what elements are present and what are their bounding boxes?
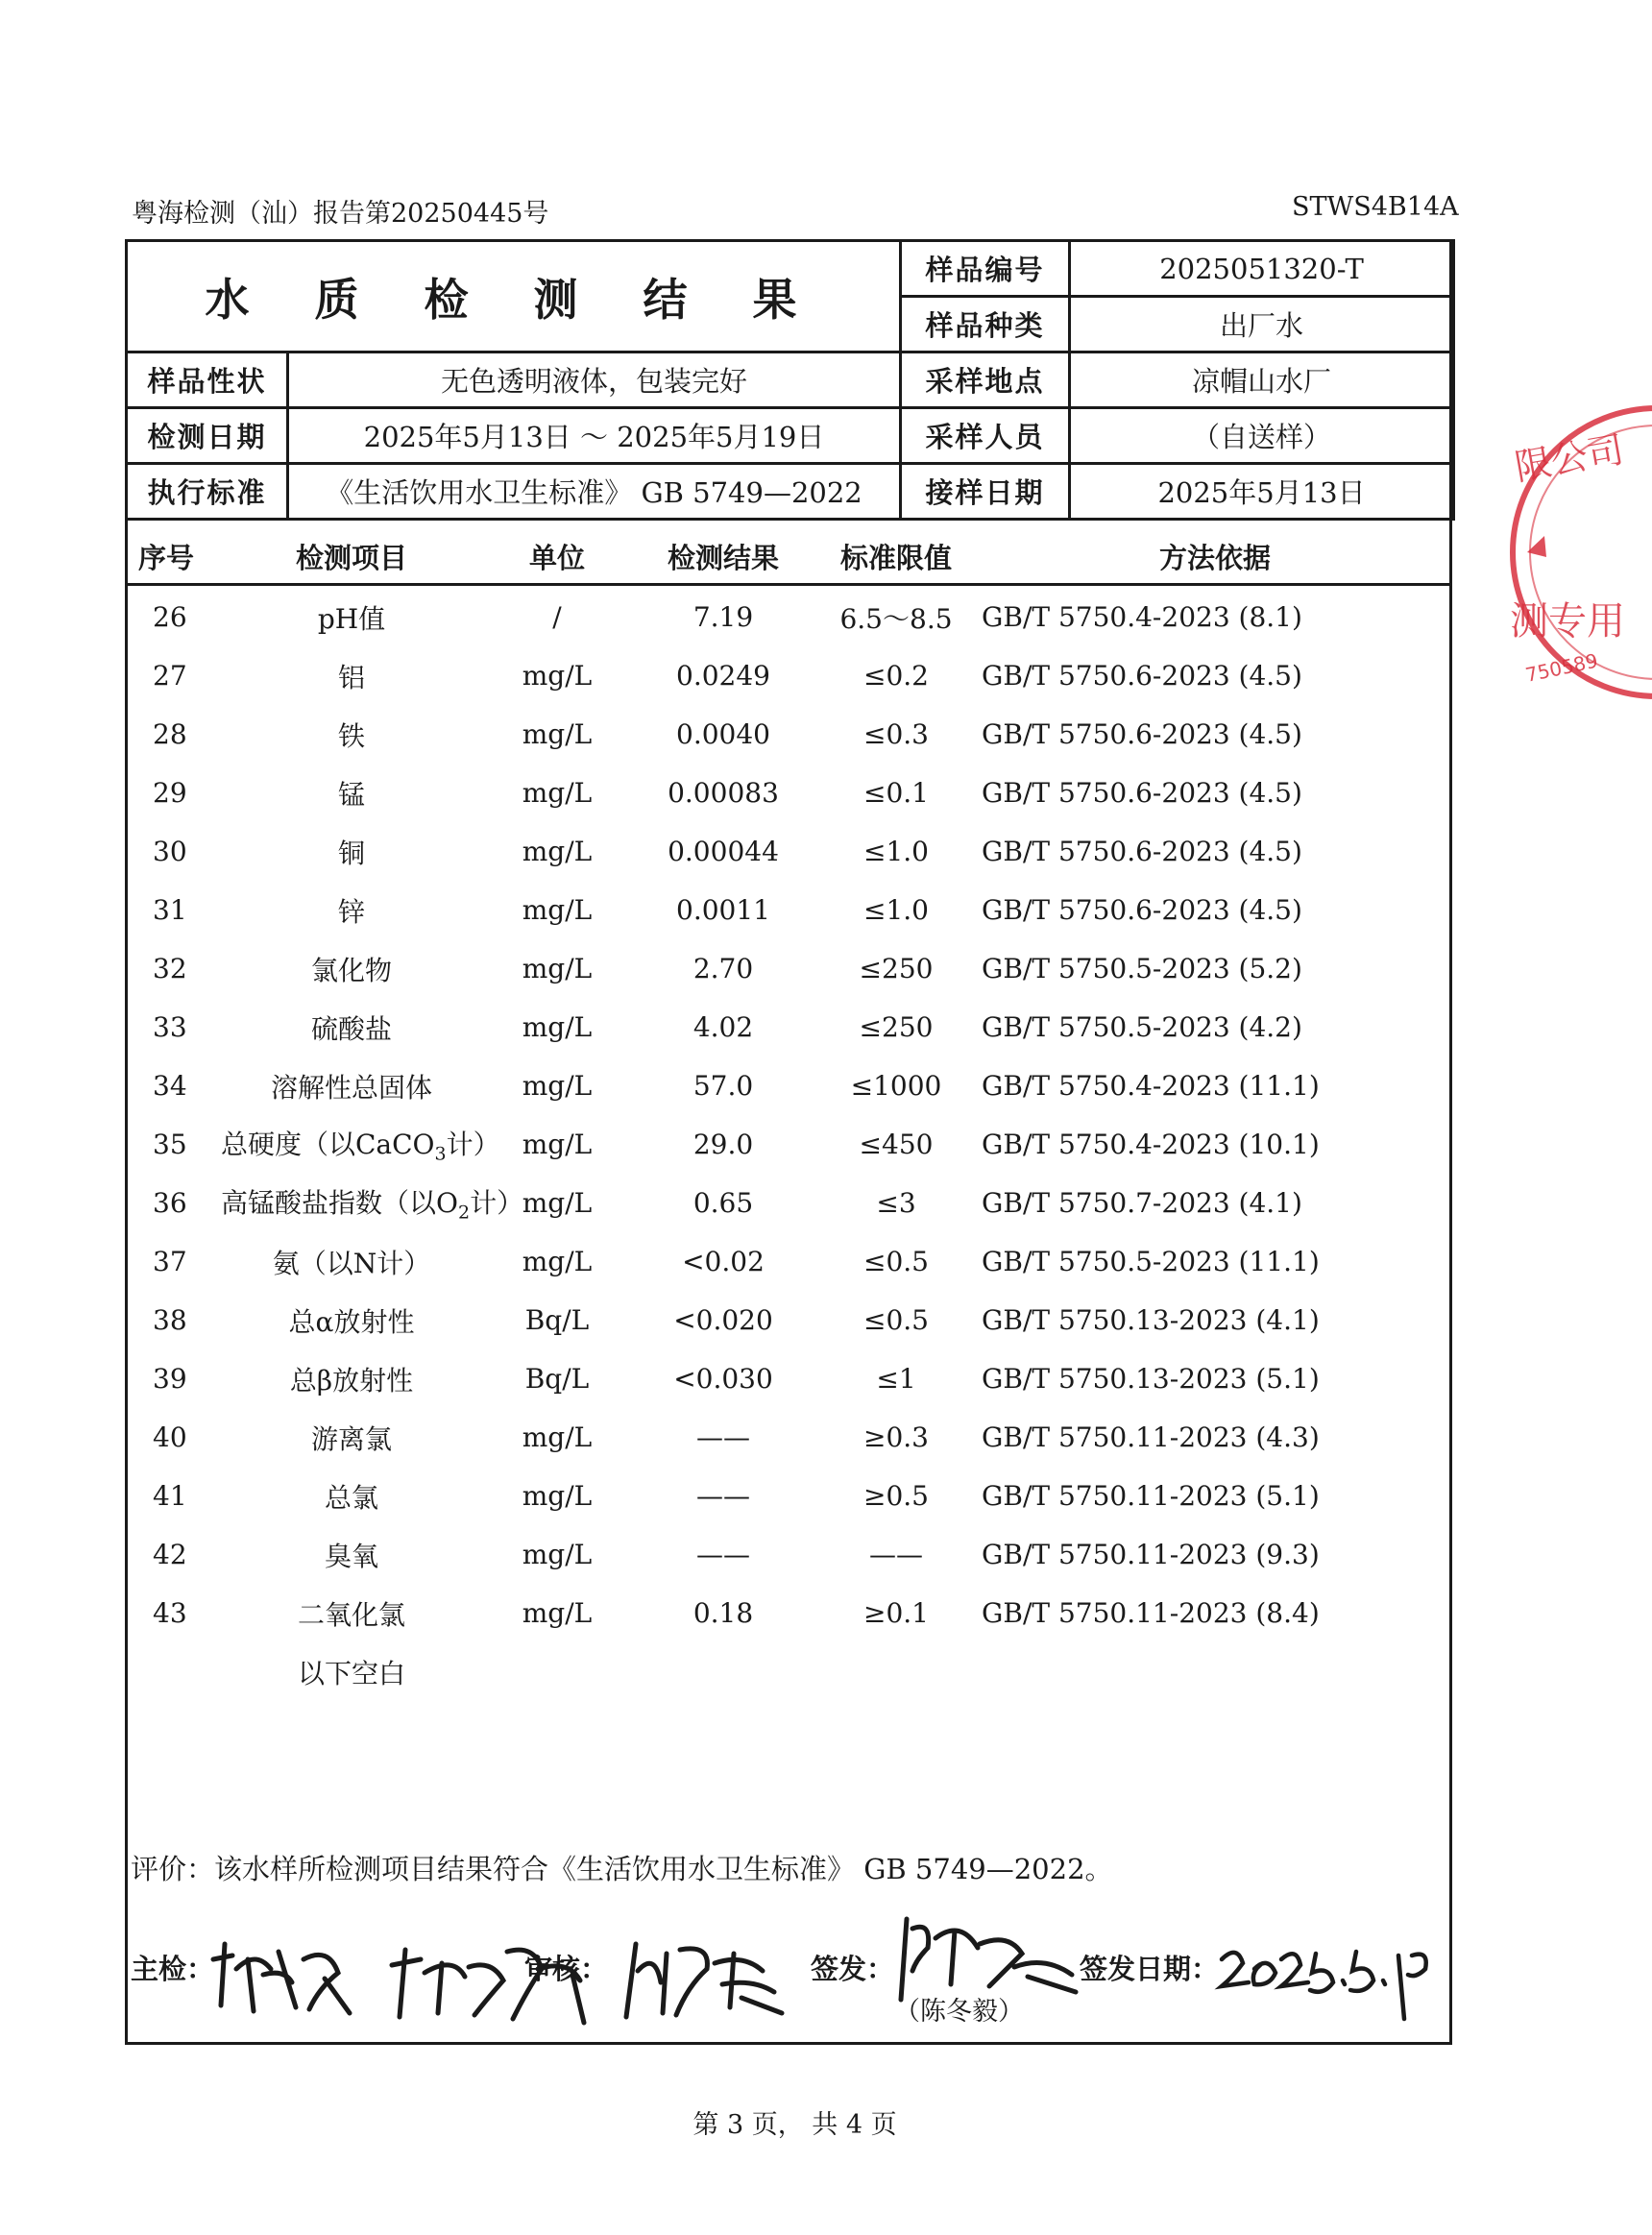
row-limit: ≤0.3 [863, 718, 929, 750]
row-unit: mg/L [522, 777, 593, 809]
row-item: 游离氯 [310, 1422, 392, 1455]
row-seq: 34 [153, 1070, 187, 1102]
row-seq: 33 [153, 1011, 187, 1043]
sample-info-table [125, 239, 1455, 521]
row-seq: 40 [153, 1421, 187, 1453]
row-result: 0.0249 [676, 660, 770, 692]
row-item: 锌 [337, 895, 365, 928]
row-seq: 38 [153, 1304, 187, 1336]
row-method: GB/T 5750.4-2023 (11.1) [982, 1070, 1320, 1102]
row-item: 铝 [337, 661, 365, 693]
row-unit: mg/L [522, 1246, 593, 1277]
row-method: GB/T 5750.4-2023 (10.1) [982, 1129, 1320, 1160]
row-method: GB/T 5750.11-2023 (9.3) [982, 1539, 1320, 1570]
reviewer-label: 审核： [524, 1953, 609, 1985]
row-seq: 29 [153, 777, 187, 809]
row-seq: 30 [153, 836, 187, 867]
table-row [125, 998, 1452, 1057]
col-header-unit: 单位 [482, 530, 632, 585]
row-item: 铁 [337, 719, 365, 752]
table-row [125, 646, 1452, 705]
report-code: STWS4B14A [1292, 192, 1459, 222]
row-unit: mg/L [522, 1070, 593, 1102]
row-seq: 42 [153, 1539, 187, 1570]
standard-label: 执行标准 [127, 464, 288, 520]
row-result: 0.65 [692, 1187, 754, 1219]
row-limit: ≤0.2 [863, 660, 929, 692]
row-result: —— [696, 1480, 750, 1512]
row-seq: 36 [153, 1187, 187, 1219]
signature-row [131, 1931, 1446, 2027]
row-item: 氨（以N计） [272, 1247, 431, 1279]
svg-text:测专用: 测专用 [1510, 599, 1625, 644]
row-unit: mg/L [522, 1421, 593, 1453]
row-item: 二氧化氯 [297, 1598, 405, 1631]
row-seq: 41 [153, 1480, 187, 1512]
row-method: GB/T 5750.6-2023 (4.5) [982, 777, 1302, 809]
row-result: 0.0040 [676, 718, 770, 750]
col-header-limit: 标准限值 [814, 530, 978, 585]
row-unit: mg/L [522, 953, 593, 984]
table-row [125, 1291, 1452, 1349]
row-unit: mg/L [522, 1480, 593, 1512]
row-seq: 28 [153, 718, 187, 750]
row-limit: ≤0.5 [863, 1304, 929, 1336]
row-limit: ≤250 [859, 953, 934, 984]
empty-cell [632, 1642, 814, 1701]
table-row [125, 1349, 1452, 1408]
row-result: 57.0 [692, 1070, 754, 1102]
report-number: 粤海检测（汕）报告第20250445号 [132, 199, 549, 229]
item-text-suffix: 计） [446, 1129, 500, 1161]
item-subscript: 3 [434, 1143, 447, 1165]
table-row [125, 1115, 1452, 1174]
page-number: 第 3 页， 共 4 页 [692, 2110, 897, 2140]
row-result: —— [696, 1539, 750, 1570]
row-seq: 43 [153, 1597, 187, 1629]
row-limit: ≤0.1 [863, 777, 929, 809]
table-row [125, 1467, 1452, 1525]
row-method: GB/T 5750.11-2023 (4.3) [982, 1421, 1320, 1453]
row-method: GB/T 5750.7-2023 (4.1) [982, 1187, 1302, 1219]
sign-date-handwritten [1216, 1931, 1437, 2027]
col-header-method: 方法依据 [978, 530, 1452, 585]
issuer-label: 签发： [811, 1953, 895, 1985]
row-limit: ≤1 [876, 1363, 916, 1395]
official-seal-stamp [1498, 394, 1652, 711]
row-limit: ≤1.0 [863, 836, 929, 867]
row-item: 溶解性总固体 [270, 1071, 432, 1104]
item-text: 总硬度（以CaCO [221, 1129, 435, 1161]
row-seq: 26 [153, 601, 187, 633]
row-unit: / [552, 601, 562, 633]
row-unit: mg/L [522, 1597, 593, 1629]
col-header-item: 检测项目 [221, 530, 482, 585]
col-header-seq: 序号 [125, 530, 221, 585]
empty-cell [125, 1642, 221, 1701]
row-method: GB/T 5750.4-2023 (8.1) [982, 601, 1302, 633]
row-item: 氯化物 [310, 954, 392, 986]
row-limit: ≥0.5 [863, 1480, 929, 1512]
row-limit: ≤450 [859, 1129, 934, 1160]
sampling-site-label: 采样地点 [901, 352, 1070, 408]
row-limit: ≤250 [859, 1011, 934, 1043]
test-date-label: 检测日期 [127, 408, 288, 464]
results-header [125, 530, 1452, 586]
col-header-result: 检测结果 [632, 530, 814, 585]
table-row [125, 1057, 1452, 1115]
row-result: —— [696, 1421, 750, 1453]
row-method: GB/T 5750.13-2023 (5.1) [982, 1363, 1320, 1395]
row-item [221, 1115, 500, 1174]
row-limit: ≤3 [876, 1187, 916, 1219]
sampler-value: （自送样） [1070, 408, 1454, 464]
svg-text:750589: 750589 [1523, 648, 1600, 687]
item-subscript: 2 [457, 1202, 471, 1224]
sampling-site-value: 凉帽山水厂 [1070, 352, 1454, 408]
table-row [125, 1232, 1452, 1291]
row-unit: mg/L [522, 1011, 593, 1043]
row-item: 总氯 [324, 1481, 378, 1514]
row-unit: Bq/L [524, 1363, 590, 1395]
receive-date-label: 接样日期 [901, 464, 1070, 520]
sample-state-value: 无色透明液体，包装完好 [288, 352, 901, 408]
reviewer-signature [619, 1925, 811, 2030]
row-result: 7.19 [692, 601, 754, 633]
row-item: 总α放射性 [288, 1305, 415, 1338]
row-result: 0.00083 [668, 777, 779, 809]
row-item: 硫酸盐 [310, 1012, 392, 1045]
row-method: GB/T 5750.5-2023 (11.1) [982, 1246, 1320, 1277]
row-seq: 37 [153, 1246, 187, 1277]
table-row [125, 764, 1452, 822]
svg-text:限公司: 限公司 [1511, 427, 1627, 489]
row-method: GB/T 5750.11-2023 (8.4) [982, 1597, 1320, 1629]
test-date-value: 2025年5月13日 ～ 2025年5月19日 [288, 408, 901, 464]
row-result: <0.030 [673, 1363, 773, 1395]
sample-state-label: 样品性状 [127, 352, 288, 408]
row-item: 臭氧 [324, 1540, 378, 1572]
row-seq: 31 [153, 894, 187, 926]
row-item: 总β放射性 [289, 1364, 414, 1397]
row-unit: mg/L [522, 1539, 593, 1570]
row-result: 29.0 [692, 1129, 754, 1160]
row-item: 铜 [337, 837, 365, 869]
row-unit: mg/L [522, 894, 593, 926]
row-limit: ≤0.5 [863, 1246, 929, 1277]
row-method: GB/T 5750.13-2023 (4.1) [982, 1304, 1320, 1336]
table-row [125, 705, 1452, 764]
row-limit: ≥0.3 [863, 1421, 929, 1453]
empty-cell [482, 1642, 632, 1701]
table-row [125, 1584, 1452, 1642]
row-limit: —— [869, 1539, 923, 1570]
row-seq: 35 [153, 1129, 187, 1160]
row-unit: mg/L [522, 718, 593, 750]
row-seq: 27 [153, 660, 187, 692]
row-result: 0.18 [692, 1597, 754, 1629]
row-limit: ≤1.0 [863, 894, 929, 926]
row-unit: mg/L [522, 836, 593, 867]
row-result: 2.70 [692, 953, 754, 984]
blank-note-row [125, 1642, 1452, 1701]
sampler-label: 采样人员 [901, 408, 1070, 464]
sample-type-value: 出厂水 [1070, 297, 1454, 352]
empty-cell [814, 1642, 978, 1701]
item-text: 高锰酸盐指数（以O [221, 1187, 458, 1220]
row-method: GB/T 5750.5-2023 (5.2) [982, 953, 1302, 984]
table-row [125, 1408, 1452, 1467]
table-row [125, 881, 1452, 939]
table-row [125, 939, 1452, 998]
row-limit: 6.5～8.5 [839, 602, 953, 635]
row-method: GB/T 5750.11-2023 (5.1) [982, 1480, 1320, 1512]
sample-no-label: 样品编号 [901, 241, 1070, 297]
table-row [125, 588, 1452, 646]
row-result: <0.020 [673, 1304, 773, 1336]
row-unit: Bq/L [524, 1304, 590, 1336]
row-method: GB/T 5750.6-2023 (4.5) [982, 894, 1302, 926]
row-result: 4.02 [692, 1011, 754, 1043]
blank-note: 以下空白 [297, 1657, 405, 1689]
table-row [125, 1174, 1452, 1232]
row-method: GB/T 5750.5-2023 (4.2) [982, 1011, 1302, 1043]
row-seq: 39 [153, 1363, 187, 1395]
table-row [125, 1525, 1452, 1584]
row-limit: ≤1000 [850, 1070, 942, 1102]
row-item: pH值 [317, 602, 386, 635]
item-text-suffix: 计） [470, 1187, 524, 1220]
evaluation-text: 评价：该水样所检测项目结果符合《生活饮用水卫生标准》 GB 5749—2022。 [131, 1853, 1113, 1885]
row-method: GB/T 5750.6-2023 (4.5) [982, 718, 1302, 750]
receive-date-value: 2025年5月13日 [1070, 464, 1454, 520]
standard-value: 《生活饮用水卫生标准》 GB 5749—2022 [288, 464, 901, 520]
results-table [125, 588, 1452, 1701]
row-result: <0.02 [682, 1246, 765, 1277]
row-limit: ≥0.1 [863, 1597, 929, 1629]
report-title: 水 质 检 测 结 果 [127, 241, 901, 352]
row-unit: mg/L [522, 1187, 593, 1219]
table-row [125, 822, 1452, 881]
row-result: 0.0011 [676, 894, 770, 926]
issuer-printed-name: （陈冬毅） [894, 1997, 1024, 2027]
row-seq: 32 [153, 953, 187, 984]
sign-date-label: 签发日期： [1080, 1953, 1220, 1985]
row-item: 锰 [337, 778, 365, 811]
row-item [221, 1174, 524, 1232]
row-unit: mg/L [522, 660, 593, 692]
row-result: 0.00044 [668, 836, 779, 867]
inspector-label: 主检： [131, 1953, 215, 1985]
row-method: GB/T 5750.6-2023 (4.5) [982, 836, 1302, 867]
row-method: GB/T 5750.6-2023 (4.5) [982, 660, 1302, 692]
sample-type-label: 样品种类 [901, 297, 1070, 352]
row-unit: mg/L [522, 1129, 593, 1160]
empty-cell [978, 1642, 1452, 1701]
sample-no-value: 2025051320-T [1070, 241, 1454, 297]
